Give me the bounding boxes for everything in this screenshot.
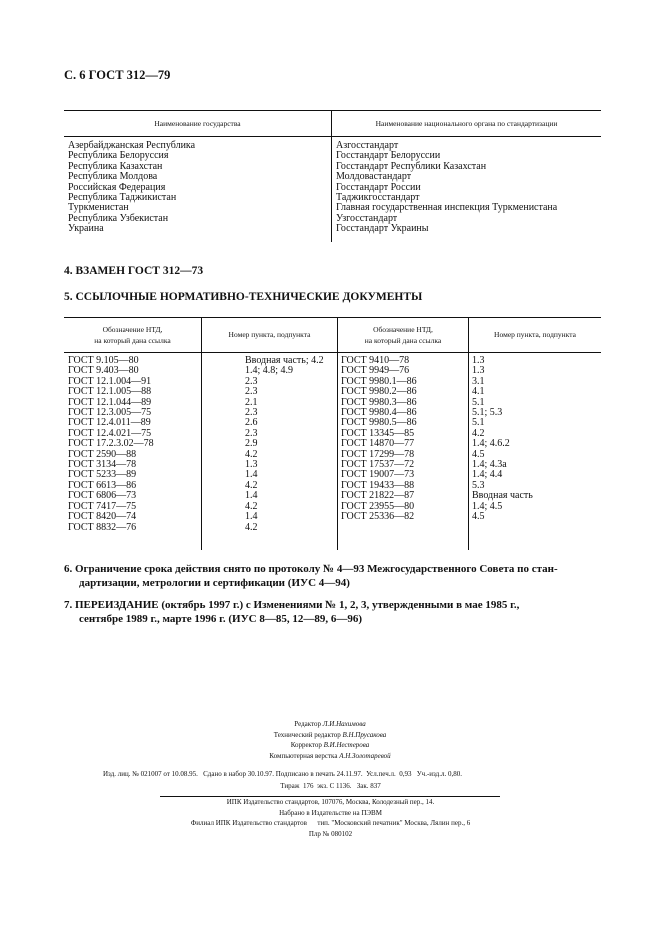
license-line: Изд. лиц. № 021007 от 10.08.95. Сдано в набор 30.10.97. Подписано в печать 24.11.97. Усл.печ.л. 0,93 Уч.-изд.л. 0,80. — [103, 770, 462, 778]
ref-document: ГОСТ 12.3.005—75 — [68, 407, 152, 419]
credits — [200, 719, 460, 761]
table-rule — [64, 136, 601, 137]
ref-clause: 1.4; 4.6.2 — [472, 438, 510, 450]
agency-name: Таджикгосстандарт — [336, 192, 420, 204]
ref-document: ГОСТ 9980.3—86 — [341, 396, 417, 408]
ref-clause: 4.2 — [245, 479, 258, 491]
ref-document: ГОСТ 8420—74 — [68, 511, 137, 523]
ref-document: ГОСТ 9980.4—86 — [341, 407, 417, 419]
ref-document: ГОСТ 9949—76 — [341, 365, 410, 377]
state-name: Республика Таджикистан — [68, 192, 177, 204]
ref-clause: 1.4 — [245, 469, 258, 481]
ref-clause: 2.6 — [245, 417, 258, 429]
ref-document: ГОСТ 8832—76 — [68, 521, 137, 533]
ref-clause: 2.1 — [245, 396, 258, 408]
state-name: Республика Молдова — [68, 171, 158, 183]
ref-document: ГОСТ 5233—89 — [68, 469, 137, 481]
ref-document: ГОСТ 9.403—80 — [68, 365, 139, 377]
state-name: Республика Казахстан — [68, 160, 163, 172]
refs-right-items — [472, 356, 533, 523]
ref-document: ГОСТ 2590—88 — [68, 448, 137, 460]
refs-left-docs — [68, 356, 154, 533]
table-rule — [64, 110, 601, 111]
ref-clause: 4.2 — [245, 500, 258, 512]
column-header: Обозначение НТД, на который дана ссылка — [94, 325, 171, 345]
refs-left-items — [245, 356, 324, 533]
ref-document: ГОСТ 9980.1—86 — [341, 375, 417, 387]
ref-clause: Вводная часть; 4.2 — [245, 355, 324, 366]
agency-name: Госстандарт Белоруссии — [336, 150, 441, 162]
state-name: Республика Узбекистан — [68, 212, 169, 224]
column-header: Номер пункта, подпункта — [494, 330, 576, 339]
page-header: С. 6 ГОСТ 312—79 — [64, 68, 171, 82]
state-name: Республика Белоруссия — [68, 150, 169, 162]
ref-document: ГОСТ 13345—85 — [341, 427, 415, 439]
ref-clause: 4.5 — [472, 511, 485, 523]
states-column — [68, 141, 195, 235]
ref-clause: 4.2 — [245, 448, 258, 460]
section-6 — [64, 562, 604, 590]
section-7-line: 7. ПЕРЕИЗДАНИЕ (октябрь 1997 г.) с Изменениями № 1, 2, 3, утвержденными в мае 1985 г., — [64, 599, 520, 611]
ref-document: ГОСТ 12.1.005—88 — [68, 386, 152, 398]
layout-line: Компьютерная верстка А.Н.Золотаревой — [269, 751, 391, 760]
agency-name: Госстандарт Украины — [336, 223, 429, 235]
ref-document: ГОСТ 19007—73 — [341, 469, 415, 481]
ref-document: ГОСТ 17299—78 — [341, 448, 415, 460]
ref-document: ГОСТ 14870—77 — [341, 438, 415, 450]
ref-clause: 5.3 — [472, 479, 485, 491]
agencies-column — [336, 141, 557, 235]
state-name: Туркменистан — [68, 202, 129, 214]
ref-document: ГОСТ 9980.5—86 — [341, 417, 417, 429]
ref-document: ГОСТ 21822—87 — [341, 490, 415, 502]
agency-name: Главная государственная инспекция Туркменистана — [336, 202, 558, 214]
ref-document: ГОСТ 25336—82 — [341, 511, 415, 523]
ref-clause: 2.3 — [245, 386, 258, 398]
proofreader-line: Корректор В.И.Нестерова — [290, 741, 370, 749]
ref-clause: 5.1; 5.3 — [472, 407, 503, 419]
column-divider — [337, 317, 338, 550]
ref-document: ГОСТ 6806—73 — [68, 490, 137, 502]
state-name: Азербайджанская Республика — [68, 140, 196, 151]
publisher-block — [0, 797, 661, 839]
column-divider — [468, 317, 469, 550]
agency-name: Госстандарт Республики Казахстан — [336, 160, 487, 172]
ref-document: ГОСТ 3134—78 — [68, 459, 137, 471]
agency-name: Госстандарт России — [336, 181, 421, 193]
publisher-line: Филиал ИПК Издательство стандартов тип. "Московский печатник" Москва, Лялин пер., 6 — [190, 819, 471, 827]
section-6-line: 6. Ограничение срока действия снято по протоколу № 4—93 Межгосударственного Совета по стан- — [64, 563, 558, 575]
ref-document: ГОСТ 12.1.044—89 — [68, 396, 152, 408]
ref-clause: 1.4 — [245, 490, 258, 502]
ref-document: ГОСТ 17.2.3.02—78 — [68, 438, 154, 450]
state-name: Российская Федерация — [68, 181, 166, 193]
ref-clause: 4.2 — [472, 427, 485, 439]
ref-clause: 3.1 — [472, 375, 485, 387]
section-5-heading: 5. ССЫЛОЧНЫЕ НОРМАТИВНО-ТЕХНИЧЕСКИЕ ДОКУМЕНТЫ — [64, 291, 423, 303]
ref-clause: 4.2 — [245, 521, 258, 533]
ref-document: ГОСТ 9410—78 — [341, 355, 410, 366]
tech-editor-line: Технический редактор В.Н.Прусакова — [273, 730, 387, 739]
ref-clause: Вводная часть — [472, 490, 533, 502]
ref-clause: 5.1 — [472, 396, 485, 408]
section-6-line: дартизации, метрологии и сертификации (ИУС 4—94) — [79, 577, 350, 589]
column-divider — [201, 317, 202, 550]
ref-clause: 2.9 — [245, 438, 258, 450]
agency-name: Молдовастандарт — [336, 171, 412, 183]
ref-clause: 1.4; 4.4 — [472, 469, 503, 481]
ref-clause: 4.1 — [472, 386, 485, 398]
ref-document: ГОСТ 9.105—80 — [68, 355, 139, 366]
section-7 — [64, 598, 604, 626]
ref-clause: 1.3 — [245, 459, 258, 471]
column-header: Наименование национального органа по стандартизации — [375, 119, 558, 128]
publisher-line: ИПК Издательство стандартов, 107076, Москва, Колодезный пер., 14. — [226, 798, 435, 806]
state-name: Украина — [68, 223, 104, 235]
ref-clause: 4.5 — [472, 448, 485, 460]
ref-clause: 1.4 — [245, 511, 258, 523]
ref-document: ГОСТ 17537—72 — [341, 459, 415, 471]
publisher-line: Набрано в Издательстве на ПЭВМ — [279, 808, 382, 817]
agency-name: Узгосстандарт — [336, 212, 398, 224]
ref-clause: 5.1 — [472, 417, 485, 429]
ref-document: ГОСТ 23955—80 — [341, 500, 415, 512]
ref-document: ГОСТ 19433—88 — [341, 479, 415, 491]
section-4-heading: 4. ВЗАМЕН ГОСТ 312—73 — [64, 265, 204, 277]
ref-document: ГОСТ 12.4.011—89 — [68, 417, 151, 429]
ref-document: ГОСТ 6613—86 — [68, 479, 137, 491]
column-header: Обозначение НТД, на который дана ссылка — [364, 325, 442, 345]
column-divider — [331, 110, 332, 242]
section-7-line: сентябре 1989 г., марте 1996 г. (ИУС 8—85, 12—89, 6—96) — [79, 613, 363, 625]
ref-clause: 2.3 — [245, 427, 258, 439]
ref-document: ГОСТ 12.1.004—91 — [68, 375, 152, 387]
ref-document: ГОСТ 12.4.021—75 — [68, 427, 152, 439]
ref-document: ГОСТ 9980.2—86 — [341, 386, 417, 398]
ref-clause: 2.3 — [245, 407, 258, 419]
ref-clause: 1.3 — [472, 355, 485, 366]
refs-right-docs — [341, 356, 417, 523]
ref-clause: 1.4; 4.8; 4.9 — [245, 365, 294, 377]
table-rule — [64, 352, 601, 353]
ref-clause: 1.4; 4.3а — [472, 459, 507, 471]
publisher-line: Плр № 080102 — [308, 829, 353, 838]
column-header: Наименование государства — [154, 119, 241, 128]
ref-document: ГОСТ 7417—75 — [68, 500, 137, 512]
table-rule — [64, 317, 601, 318]
circulation-line: Тираж 176 экз. С 1136. Зак. 837 — [280, 782, 381, 790]
editor-line: Редактор Л.И.Нахимова — [294, 720, 366, 728]
ref-clause: 2.3 — [245, 375, 258, 387]
ref-clause: 1.3 — [472, 365, 485, 377]
agency-name: Азгосстандарт — [336, 140, 399, 151]
ref-clause: 1.4; 4.5 — [472, 500, 503, 512]
column-header: Номер пункта, подпункта — [228, 330, 311, 339]
